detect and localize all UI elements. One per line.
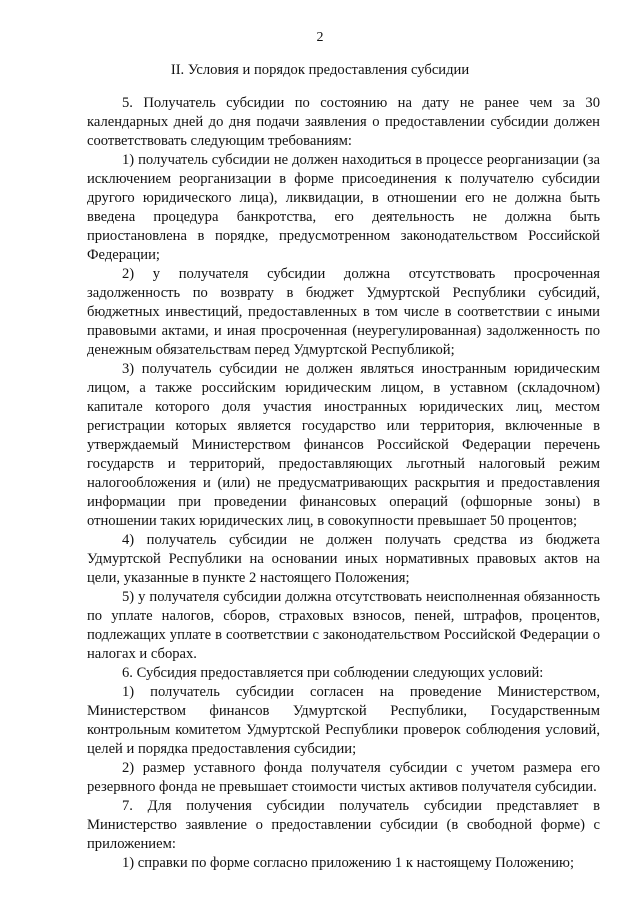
paragraph-5-item-4: 4) получатель субсидии не должен получать средства из бюджета Удмуртской Республики на основании иных нормативных правовых актов на цели, указанные в пункте 2 настоящего Положения; [87, 532, 600, 586]
document-body [87, 94, 600, 873]
paragraph-5-item-2: 2) у получателя субсидии должна отсутствовать просроченная задолженность по возврату в бюджет Удмуртской Республики субсидий, бюджетных инвестиций, предоставленных в том числе в соответствии с иными правовыми актами, и иная просроченная (неурегулированная) задолженность по денежным обязательствам перед Удмуртской Республикой; [87, 266, 600, 358]
paragraph-5-item-5: 5) у получателя субсидии должна отсутствовать неисполненная обязанность по уплате налогов, сборов, страховых взносов, пеней, штрафов, процентов, подлежащих уплате в соответствии с законодательством Российской Федерации о налогах и сборах. [87, 589, 600, 662]
section-title: II. Условия и порядок предоставления субсидии [170, 62, 470, 78]
paragraph-6-item-2: 2) размер уставного фонда получателя субсидии с учетом размера его резервного фонда не превышает стоимости чистых активов получателя субсидии. [87, 760, 600, 795]
paragraph-5: 5. Получатель субсидии по состоянию на дату не ранее чем за 30 календарных дней до дня подачи заявления о предоставлении субсидии должен соответствовать следующим требованиям: [87, 95, 600, 149]
paragraph-5-item-1: 1) получатель субсидии не должен находиться в процессе реорганизации (за исключением реорганизации в форме присоединения к получателю субсидии другого юридического лица), ликвидации, в отношении его не должна быть введена процедура банкротства, его деятельность не должна быть приостановлена в порядке, предусмотренном законодательством Российской Федерации; [87, 152, 600, 263]
paragraph-7-item-1: 1) справки по форме согласно приложению 1 к настоящему Положению; [122, 855, 574, 871]
paragraph-5-item-3: 3) получатель субсидии не должен являться иностранным юридическим лицом, а также российским юридическим лицом, в уставном (складочном) капитале которого доля участия иностранных юридических лиц, местом регистрации которых является государство или территория, включенные в утверждаемый Министерством финансов Российской Федерации перечень государств и территорий, предоставляющих льготный налоговый режим налогообложения и (или) не предусматривающих раскрытия и предоставления информации при проведении финансовых операций (офшорные зоны) в отношении таких юридических лиц, в совокупности превышает 50 процентов; [87, 361, 600, 529]
page-number: 2 [316, 30, 324, 45]
paragraph-6-item-1: 1) получатель субсидии согласен на проведение Министерством, Министерством финансов Удмуртской Республики, Государственным контрольным комитетом Удмуртской Республики проверок соблюдения условий, целей и порядка предоставления субсидии; [87, 684, 600, 757]
paragraph-7: 7. Для получения субсидии получатель субсидии представляет в Министерство заявление о предоставлении субсидии (в свободной форме) с приложением: [87, 798, 600, 852]
paragraph-6: 6. Субсидия предоставляется при соблюдении следующих условий: [122, 665, 544, 681]
